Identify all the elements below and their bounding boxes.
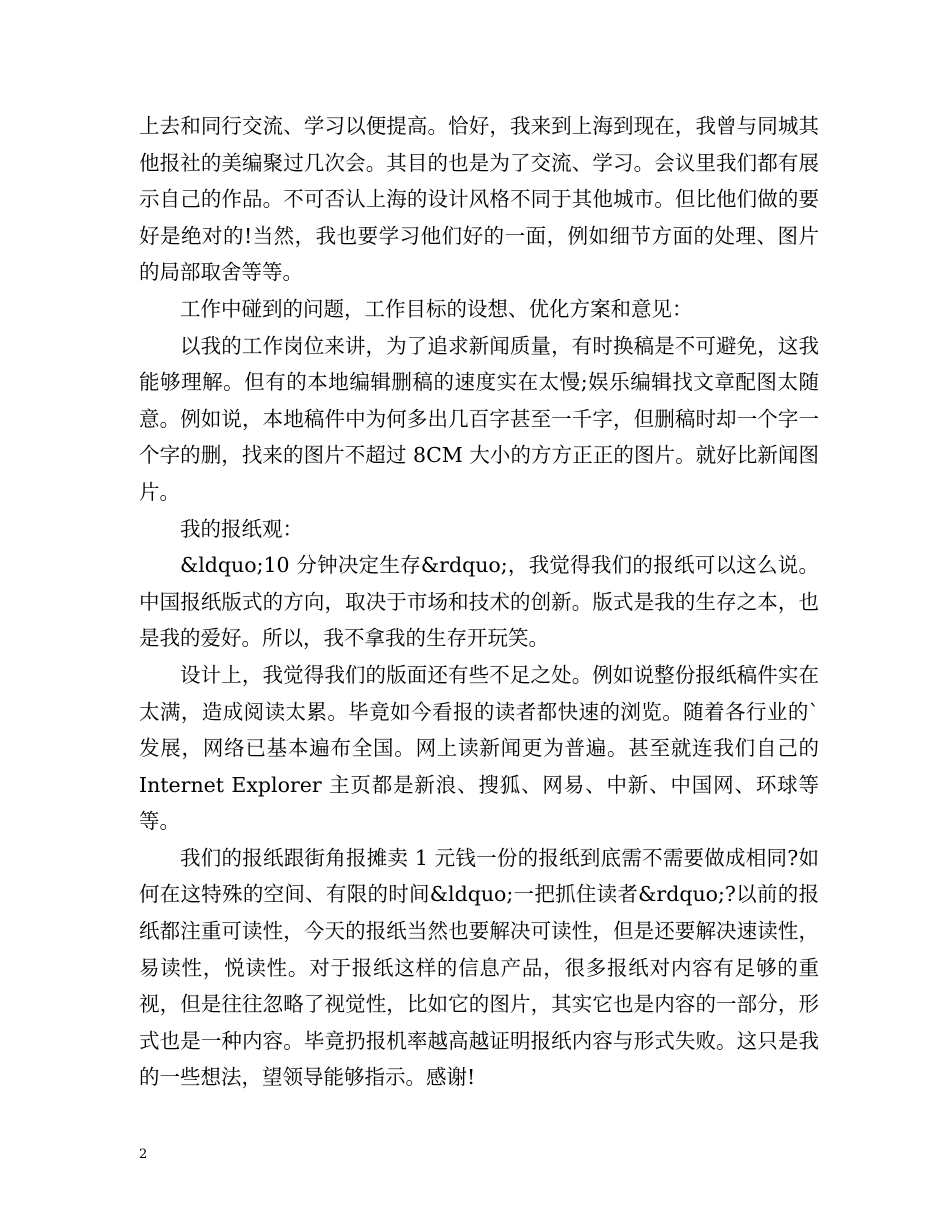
document-body bbox=[139, 108, 819, 1096]
paragraph: 工作中碰到的问题，工作目标的设想、优化方案和意见： bbox=[180, 296, 693, 321]
paragraph: &ldquo;10 分钟决定生存&rdquo;，我觉得我们的报纸可以这么说。中国报纸版式的方向，取决于市场和技术的创新。版式是我的生存之本，也是我的爱好。所以，我不拿我的生存开玩笑。 bbox=[139, 553, 819, 651]
paragraph: 以我的工作岗位来讲，为了追求新闻质量，有时换稿是不可避免，这我能够理解。但有的本地编辑删稿的速度实在太慢;娱乐编辑找文章配图太随意。例如说，本地稿件中为何多出几百字甚至一千字，但删稿时却一个字一个字的删，找来的图片不超过 8CM 大小的方方正正的图片。就好比新闻图片。 bbox=[139, 333, 819, 504]
paragraph: 设计上，我觉得我们的版面还有些不足之处。例如说整份报纸稿件实在太满，造成阅读太累。毕竟如今看报的读者都快速的浏览。随着各行业的`发展，网络已基本遍布全国。网上读新闻更为普遍。甚至就连我们自己的 Internet Explorer 主页都是新浪、搜狐、网易、中新、中国网、环球等等。 bbox=[139, 662, 819, 834]
page-number: 2 bbox=[139, 1147, 148, 1162]
paragraph: 上去和同行交流、学习以便提高。恰好，我来到上海到现在，我曾与同城其他报社的美编聚过几次会。其目的也是为了交流、学习。会议里我们都有展示自己的作品。不可否认上海的设计风格不同于其他城市。但比他们做的要好是绝对的!当然，我也要学习他们好的一面，例如细节方面的处理、图片的局部取舍等等。 bbox=[139, 114, 819, 285]
paragraph: 我的报纸观： bbox=[180, 516, 303, 541]
paragraph: 我们的报纸跟街角报摊卖 1 元钱一份的报纸到底需不需要做成相同?如何在这特殊的空间、有限的时间&ldquo;一把抓住读者&rdquo;?以前的报纸都注重可读性，今天的报纸当然也要解决可读性，但是还要解决速读性，易读性，悦读性。对于报纸这样的信息产品，很多报纸对内容有足够的重视，但是往往忽略了视觉性，比如它的图片，其实它也是内容的一部分，形式也是一种内容。毕竟扔报机率越高越证明报纸内容与形式失败。这只是我的一些想法，望领导能够指示。感谢! bbox=[139, 845, 819, 1090]
